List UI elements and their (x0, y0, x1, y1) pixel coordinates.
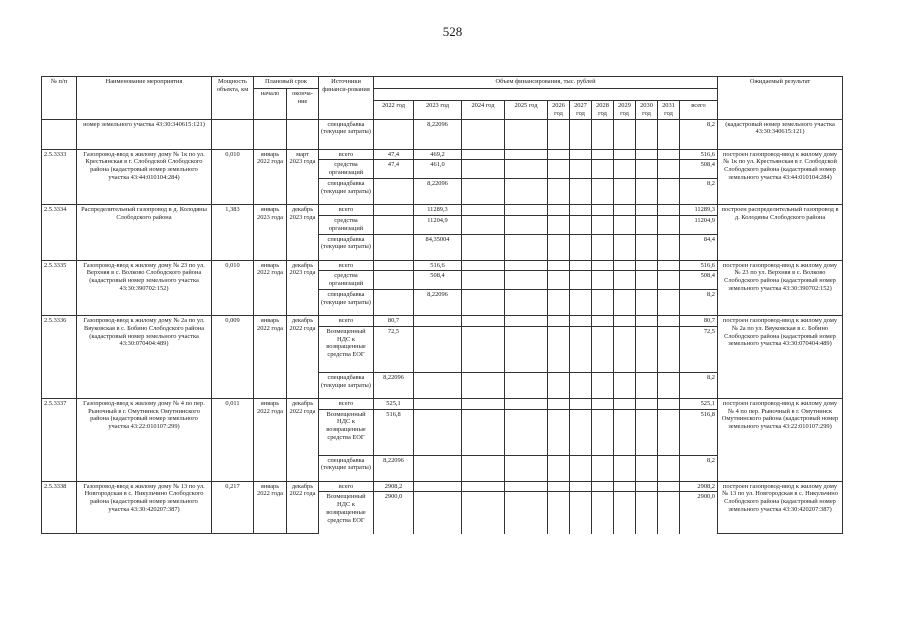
item-value-empty (614, 326, 636, 372)
continuation-total: 8,2 (680, 119, 718, 149)
item-num: 2.5.3338 (42, 481, 77, 534)
item-value-empty (548, 260, 570, 271)
item-value-empty (548, 372, 570, 398)
item-value-empty (658, 326, 680, 372)
item-value-empty (592, 492, 614, 534)
item-value-empty (570, 398, 592, 409)
item-value-2022: 2900,0 (374, 492, 414, 534)
item-value-empty (636, 492, 658, 534)
item-value-2022: 47,4 (374, 149, 414, 160)
item-value-empty (636, 205, 658, 216)
item-value-empty (548, 409, 570, 455)
item-end: декабрь 2022 года (287, 315, 319, 398)
item-value-empty (570, 260, 592, 271)
item-value-empty (505, 455, 548, 481)
item-value-empty (636, 215, 658, 234)
item-value-empty (505, 205, 548, 216)
item-value-empty (570, 234, 592, 260)
item-source: спецнадбавка (текущие затраты) (319, 179, 374, 205)
item-value-2022: 8,22096 (374, 372, 414, 398)
item-value-empty (462, 289, 505, 315)
item-value-empty (636, 372, 658, 398)
item-value-empty (505, 492, 548, 534)
item-value-empty (570, 481, 592, 492)
item-end: декабрь 2022 года (287, 481, 319, 534)
item-value-empty (614, 289, 636, 315)
item-value-empty (570, 149, 592, 160)
item-value-total: 508,4 (680, 271, 718, 290)
header-total: всего (680, 101, 718, 120)
item-value-empty (592, 179, 614, 205)
item-name: Газопровод-ввод к жилому дому № 2а по ул. Вяуковская в с. Бобино Слободского района (кадастровый номер земельного участка 43:30:070404:489) (77, 315, 212, 398)
item-value-empty (592, 234, 614, 260)
item-value-empty (462, 398, 505, 409)
item-value-empty (636, 149, 658, 160)
item-value-empty (548, 205, 570, 216)
item-value-empty (462, 234, 505, 260)
item-value-empty (548, 215, 570, 234)
item-value-empty (462, 492, 505, 534)
item-value-2023: 11289,3 (414, 205, 462, 216)
item-value-2023: 8,22096 (414, 289, 462, 315)
item-value-empty (462, 409, 505, 455)
item-source: всего (319, 481, 374, 492)
item-num: 2.5.3335 (42, 260, 77, 315)
item-value-empty (658, 289, 680, 315)
item-value-empty (462, 481, 505, 492)
item-value-empty (505, 372, 548, 398)
item-source: спецнадбавка (текущие затраты) (319, 289, 374, 315)
item-name: Газопровод-ввод к жилому дому № 13 по ул. Новгородская в с. Никульчино Слободского района (кадастровый номер земельного участка 43:30:420207:387) (77, 481, 212, 534)
header-year-2028: 2028 год (592, 101, 614, 120)
item-value-empty (592, 326, 614, 372)
item-value-2022: 525,1 (374, 398, 414, 409)
header-year-2031: 2031 год (658, 101, 680, 120)
item-result: построен газопровод-ввод к жилому дому № 1к по ул. Крестьянская в г. Слободской Слободского района (кадастровый номер земельного участка 43:44:010104:284) (718, 149, 843, 204)
item-source: средства организаций (319, 271, 374, 290)
item-value-2022 (374, 289, 414, 315)
item-value-empty (505, 398, 548, 409)
item-value-empty (614, 260, 636, 271)
continuation-result: (кадастровый номер земельного участка 43:30:340615:121) (718, 119, 843, 149)
item-value-empty (592, 271, 614, 290)
item-value-total: 8,2 (680, 179, 718, 205)
item-value-empty (570, 455, 592, 481)
item-value-empty (570, 315, 592, 326)
item-value-empty (505, 149, 548, 160)
financing-table (41, 76, 843, 534)
item-value-total: 516,6 (680, 260, 718, 271)
item-source: всего (319, 149, 374, 160)
item-capacity: 0,217 (212, 481, 254, 534)
header-term: Плановый срок (254, 77, 319, 89)
item-value-total: 72,5 (680, 326, 718, 372)
item-value-empty (658, 455, 680, 481)
item-value-empty (658, 481, 680, 492)
item-value-empty (636, 260, 658, 271)
item-value-2023 (414, 455, 462, 481)
item-value-2022 (374, 271, 414, 290)
item-value-empty (462, 149, 505, 160)
header-year-2027: 2027 год (570, 101, 592, 120)
item-value-empty (636, 271, 658, 290)
item-value-empty (505, 481, 548, 492)
item-value-empty (592, 149, 614, 160)
item-source: всего (319, 205, 374, 216)
item-value-empty (636, 455, 658, 481)
item-value-empty (462, 215, 505, 234)
item-value-2023: 461,0 (414, 160, 462, 179)
item-value-total: 8,2 (680, 372, 718, 398)
item-value-empty (570, 372, 592, 398)
item-result: построен газопровод-ввод к жилому дому № 23 по ул. Верхняя в с. Волково Слободского района (кадастровый номер земельного участка 43:30:390702:152) (718, 260, 843, 315)
item-value-total: 84,4 (680, 234, 718, 260)
item-start: январь 2023 года (254, 205, 287, 260)
item-start: январь 2022 года (254, 260, 287, 315)
item-value-2022: 8,22096 (374, 455, 414, 481)
item-value-total: 8,2 (680, 455, 718, 481)
item-value-2022 (374, 215, 414, 234)
item-result: построен газопровод-ввод к жилому дому № 13 по ул. Новгородская в с. Никульчино Слободского района (кадастровый номер земельного участка 43:30:420207:387) (718, 481, 843, 534)
table-row (42, 315, 843, 326)
item-value-empty (614, 315, 636, 326)
item-start: январь 2022 года (254, 398, 287, 481)
item-value-empty (570, 289, 592, 315)
continuation-name: номер земельного участка 43:30:340615:121) (77, 119, 212, 149)
item-value-2023: 11204,9 (414, 215, 462, 234)
item-num: 2.5.3333 (42, 149, 77, 204)
header-year-2026: 2026 год (548, 101, 570, 120)
item-value-total: 525,1 (680, 398, 718, 409)
item-value-total: 2908,2 (680, 481, 718, 492)
item-value-empty (505, 260, 548, 271)
item-end: декабрь 2023 года (287, 205, 319, 260)
item-source: всего (319, 398, 374, 409)
item-value-total: 2900,0 (680, 492, 718, 534)
item-value-empty (462, 260, 505, 271)
item-value-empty (548, 289, 570, 315)
item-value-empty (636, 234, 658, 260)
item-value-empty (462, 271, 505, 290)
item-name: Газопровод-ввод к жилому дому № 1к по ул. Крестьянская в г. Слободской Слободского района (кадастровый номер земельного участка 43:44:010104:284) (77, 149, 212, 204)
item-num: 2.5.3334 (42, 205, 77, 260)
item-value-empty (614, 149, 636, 160)
item-value-empty (636, 409, 658, 455)
item-value-2022: 2908,2 (374, 481, 414, 492)
table-row (42, 481, 843, 492)
item-value-empty (505, 409, 548, 455)
table-row (42, 205, 843, 216)
item-value-empty (548, 326, 570, 372)
item-value-empty (658, 215, 680, 234)
item-name: Газопровод-ввод к жилому дому № 23 по ул. Верхняя в с. Волково Слободского района (кадастровый номер земельного участка 43:30:390702:152) (77, 260, 212, 315)
item-source: Возмещенный НДС к возвращенные средства ЕОГ (319, 409, 374, 455)
item-value-empty (592, 160, 614, 179)
continuation-row (42, 119, 843, 149)
header-name: Наименование мероприятия (77, 77, 212, 120)
item-value-empty (614, 160, 636, 179)
item-result: построен распределительный газопровод в д. Колодяны Слободского района (718, 205, 843, 260)
item-value-total: 516,8 (680, 409, 718, 455)
item-value-empty (505, 315, 548, 326)
item-value-empty (462, 372, 505, 398)
item-value-empty (505, 289, 548, 315)
item-value-empty (614, 271, 636, 290)
item-value-2023 (414, 315, 462, 326)
item-value-empty (592, 409, 614, 455)
item-value-2023 (414, 326, 462, 372)
item-value-empty (658, 205, 680, 216)
header-source: Источники финанси-рования (319, 77, 374, 120)
item-value-empty (570, 215, 592, 234)
item-source: всего (319, 260, 374, 271)
item-value-empty (592, 455, 614, 481)
item-end: декабрь 2022 года (287, 398, 319, 481)
item-value-2023 (414, 492, 462, 534)
item-value-empty (614, 409, 636, 455)
item-value-empty (658, 271, 680, 290)
item-result: построен газопровод-ввод к жилому дому № 2а по ул. Вяуковская в с. Бобино Слободского района (кадастровый номер земельного участка 43:30:070404:489) (718, 315, 843, 398)
item-value-empty (548, 149, 570, 160)
item-value-total: 11204,9 (680, 215, 718, 234)
item-capacity: 1,383 (212, 205, 254, 260)
item-source: спецнадбавка (текущие затраты) (319, 234, 374, 260)
item-value-2023: 508,4 (414, 271, 462, 290)
page-number: 528 (442, 24, 463, 39)
item-source: спецнадбавка (текущие затраты) (319, 455, 374, 481)
item-result: построен газопровод-ввод к жилому дому № 4 по пер. Рыночный в г. Омутнинск Омутнинского района (кадастровый номер земельного участка 43:22:010107:299) (718, 398, 843, 481)
header-year-2030: 2030 год (636, 101, 658, 120)
item-value-empty (592, 289, 614, 315)
item-value-empty (592, 372, 614, 398)
item-value-empty (570, 160, 592, 179)
item-value-2022 (374, 179, 414, 205)
table-body (42, 119, 843, 534)
header-start: начало (254, 89, 287, 120)
continuation-source: спецнадбавка (текущие затраты) (319, 119, 374, 149)
header-capacity: Мощность объекта, км (212, 77, 254, 120)
item-value-empty (636, 326, 658, 372)
header-year-2029: 2029 год (614, 101, 636, 120)
item-value-total: 8,2 (680, 289, 718, 315)
header-volume: Объем финансирования, тыс. рублей (374, 77, 718, 89)
item-value-empty (592, 481, 614, 492)
item-value-empty (548, 271, 570, 290)
table-row (42, 398, 843, 409)
item-source: всего (319, 315, 374, 326)
item-value-empty (614, 205, 636, 216)
item-value-empty (592, 205, 614, 216)
item-capacity: 0,011 (212, 398, 254, 481)
item-value-empty (592, 215, 614, 234)
item-start: январь 2022 года (254, 481, 287, 534)
item-start: январь 2022 года (254, 149, 287, 204)
header-volume-spacer (374, 89, 718, 101)
item-value-empty (658, 398, 680, 409)
item-value-2022: 80,7 (374, 315, 414, 326)
header-result: Ожидаемый результат (718, 77, 843, 120)
item-value-2023: 516,6 (414, 260, 462, 271)
item-capacity: 0,010 (212, 260, 254, 315)
item-value-2022 (374, 260, 414, 271)
item-value-empty (614, 492, 636, 534)
item-value-empty (570, 492, 592, 534)
item-value-empty (548, 179, 570, 205)
item-value-empty (614, 398, 636, 409)
header-num: № п/п (42, 77, 77, 120)
item-value-empty (636, 160, 658, 179)
item-source: спецнадбавка (текущие затраты) (319, 372, 374, 398)
header-year-2023: 2023 год (414, 101, 462, 120)
item-value-empty (505, 215, 548, 234)
item-value-empty (462, 326, 505, 372)
item-value-2023 (414, 409, 462, 455)
item-end: декабрь 2023 года (287, 260, 319, 315)
header-end: оконча-ние (287, 89, 319, 120)
table-row (42, 149, 843, 160)
item-capacity: 0,009 (212, 315, 254, 398)
item-value-2022: 72,5 (374, 326, 414, 372)
item-value-empty (658, 260, 680, 271)
item-value-empty (570, 271, 592, 290)
item-value-empty (636, 398, 658, 409)
item-value-2022 (374, 234, 414, 260)
item-source: средства организаций (319, 160, 374, 179)
item-value-empty (548, 481, 570, 492)
item-value-empty (462, 205, 505, 216)
item-value-empty (614, 215, 636, 234)
item-value-2023: 8,22096 (414, 179, 462, 205)
header-year-2024: 2024 год (462, 101, 505, 120)
item-value-empty (505, 160, 548, 179)
item-num: 2.5.3337 (42, 398, 77, 481)
item-value-empty (505, 326, 548, 372)
item-value-2023: 469,2 (414, 149, 462, 160)
item-value-empty (548, 455, 570, 481)
item-value-empty (548, 492, 570, 534)
item-value-empty (505, 271, 548, 290)
item-value-total: 11289,3 (680, 205, 718, 216)
item-value-empty (548, 315, 570, 326)
item-value-2023 (414, 398, 462, 409)
item-value-empty (505, 234, 548, 260)
item-end: март 2023 года (287, 149, 319, 204)
item-value-empty (570, 326, 592, 372)
item-value-empty (614, 455, 636, 481)
item-value-empty (548, 234, 570, 260)
item-value-empty (462, 160, 505, 179)
item-value-empty (462, 179, 505, 205)
item-value-empty (658, 315, 680, 326)
item-source: Возмещенный НДС к возвращенные средства ЕОГ (319, 326, 374, 372)
item-value-empty (614, 481, 636, 492)
item-value-2023 (414, 372, 462, 398)
item-value-empty (505, 179, 548, 205)
item-value-empty (614, 234, 636, 260)
item-value-empty (462, 315, 505, 326)
item-value-2023 (414, 481, 462, 492)
item-value-empty (658, 160, 680, 179)
item-source: средства организаций (319, 215, 374, 234)
item-value-2022: 47,4 (374, 160, 414, 179)
item-value-empty (658, 179, 680, 205)
item-value-empty (614, 179, 636, 205)
header-year-2022: 2022 год (374, 101, 414, 120)
item-value-empty (658, 372, 680, 398)
item-value-empty (658, 234, 680, 260)
item-value-empty (462, 455, 505, 481)
item-start: январь 2022 года (254, 315, 287, 398)
item-num: 2.5.3336 (42, 315, 77, 398)
item-value-empty (658, 149, 680, 160)
item-name: Распределительный газопровод в д. Колодяны Слободского района (77, 205, 212, 260)
item-value-empty (592, 315, 614, 326)
item-value-empty (570, 205, 592, 216)
item-value-empty (658, 409, 680, 455)
item-value-empty (592, 260, 614, 271)
item-value-2022 (374, 205, 414, 216)
item-capacity: 0,010 (212, 149, 254, 204)
item-value-empty (636, 315, 658, 326)
item-value-empty (658, 492, 680, 534)
item-value-empty (636, 481, 658, 492)
item-value-empty (636, 289, 658, 315)
item-value-empty (548, 160, 570, 179)
item-value-empty (548, 398, 570, 409)
item-value-2022: 516,8 (374, 409, 414, 455)
item-value-empty (614, 372, 636, 398)
continuation-v2023: 8,22096 (414, 119, 462, 149)
item-value-empty (570, 179, 592, 205)
item-value-2023: 84,35004 (414, 234, 462, 260)
header-year-2025: 2025 год (505, 101, 548, 120)
table-row (42, 260, 843, 271)
item-name: Газопровод-ввод к жилому дому № 4 по пер. Рыночный в г. Омутнинск Омутнинского района (кадастровый номер земельного участка 43:22:010107:299) (77, 398, 212, 481)
item-value-empty (636, 179, 658, 205)
item-value-total: 516,6 (680, 149, 718, 160)
item-value-empty (570, 409, 592, 455)
item-value-empty (592, 398, 614, 409)
item-source: Возмещенный НДС к возвращенные средства ЕОГ (319, 492, 374, 534)
item-value-total: 508,4 (680, 160, 718, 179)
item-value-total: 80,7 (680, 315, 718, 326)
